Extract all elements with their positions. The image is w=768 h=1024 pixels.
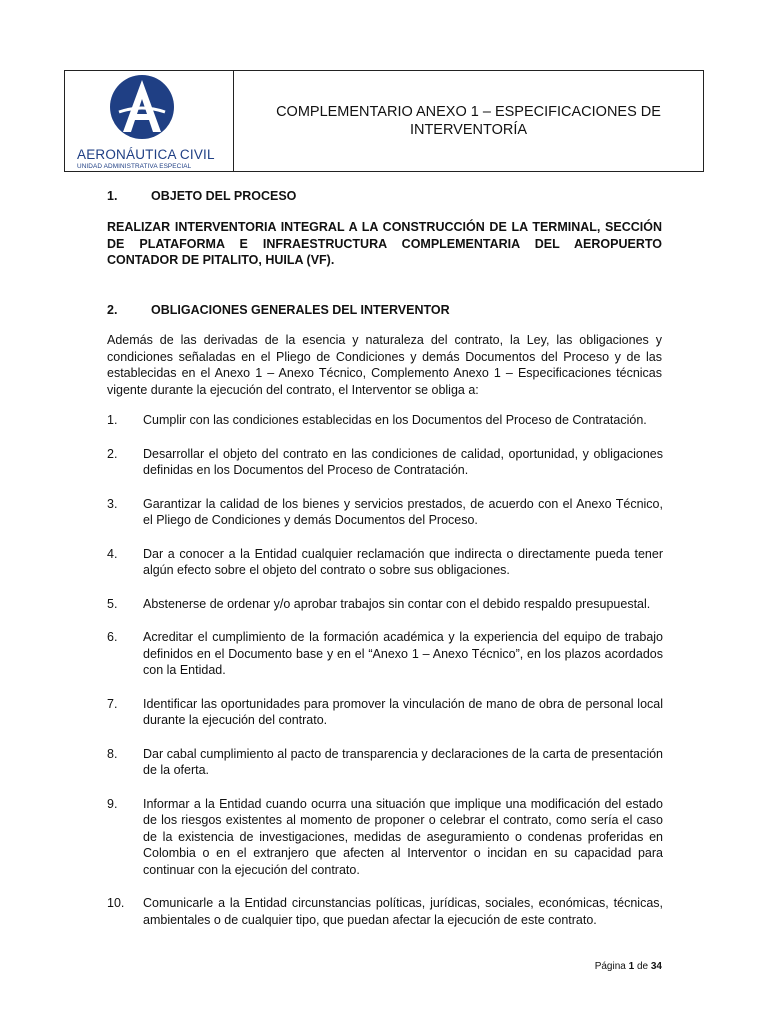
list-item (107, 596, 663, 613)
section-1-body: REALIZAR INTERVENTORIA INTEGRAL A LA CONSTRUCCIÓN DE LA TERMINAL, SECCIÓN DE PLATAFORMA E INFRAESTRUCTURA COMPLEMENTARIA DEL AEROPUERTO CONTADOR DE PITALITO, HUILA (VF). (107, 220, 662, 267)
obligations-list (107, 412, 663, 945)
list-item (107, 696, 663, 729)
list-item-number: 7. (107, 696, 118, 711)
section-2 (107, 303, 662, 398)
list-item (107, 546, 663, 579)
section-1-number: 1. (107, 189, 118, 203)
list-item-text: Comunicarle a la Entidad circunstancias políticas, jurídicas, sociales, económicas, técnicas, ambientales o de cualquier tipo, que puedan afectar la ejecución de este contrato. (143, 896, 663, 927)
page-number-footer (595, 961, 662, 972)
list-item-number: 2. (107, 446, 118, 461)
list-item-number: 5. (107, 596, 118, 611)
title-line-1: COMPLEMENTARIO ANEXO 1 – ESPECIFICACIONES DE (276, 104, 661, 120)
list-item-text: Abstenerse de ordenar y/o aprobar trabajos sin contar con el debido respaldo presupuestal. (143, 596, 651, 611)
list-item-number: 1. (107, 413, 118, 427)
list-item (107, 746, 663, 779)
page-total: 34 (650, 961, 662, 972)
list-item-text: Identificar las oportunidades para promover la vinculación de mano de obra de personal local durante la ejecución del contrato. (143, 696, 663, 727)
logo-org-name: AERONÁUTICA CIVIL (77, 147, 215, 162)
section-1 (107, 189, 662, 269)
list-item-text: Dar cabal cumplimiento al pacto de transparencia y declaraciones de la carta de presentación de la oferta. (143, 746, 663, 777)
page-label: Página (594, 961, 626, 972)
list-item-text: Cumplir con las condiciones establecidas en los Documentos del Proceso de Contratación. (143, 413, 647, 427)
list-item (107, 412, 663, 429)
list-item-number: 10. (107, 896, 125, 910)
list-item-number: 4. (107, 546, 118, 561)
section-1-heading (107, 189, 662, 203)
logo-org-subtitle: UNIDAD ADMINISTRATIVA ESPECIAL (77, 163, 192, 170)
section-1-title: OBJETO DEL PROCESO (151, 189, 297, 203)
list-item (107, 496, 663, 529)
document-title (234, 71, 703, 171)
list-item-number: 8. (107, 746, 118, 761)
list-item-number: 6. (107, 630, 118, 644)
logo-cell (65, 71, 234, 171)
list-item-text: Informar a la Entidad cuando ocurra una situación que implique una modificación del estado de los riesgos existentes al momento de proponer o celebrar el contrato, como sería el caso de la existencia de investigaciones, medidas de aseguramiento o condenas proferidas en Colombia o en el extranjero que afecten al Interventor o incidan en su capacidad para continuar con la ejecución del contrato. (143, 796, 663, 877)
list-item-text: Garantizar la calidad de los bienes y servicios prestados, de acuerdo con el Anexo Técnico, el Pliego de Condiciones y demás Documentos del Proceso. (143, 496, 663, 527)
list-item-text: Dar a conocer a la Entidad cualquier reclamación que indirecta o directamente pueda tener algún efecto sobre el objeto del contrato o sobre sus obligaciones. (143, 546, 663, 577)
list-item (107, 895, 663, 928)
list-item-number: 9. (107, 796, 118, 811)
list-item (107, 629, 663, 679)
page-separator: de (636, 961, 649, 972)
list-item-number: 3. (107, 496, 118, 511)
list-item-text: Acreditar el cumplimiento de la formación académica y la experiencia del equipo de trabajo definidos en el Documento base y en el “Anexo 1 – Anexo Técnico”, en los plazos acordados con la Entidad. (143, 630, 663, 677)
list-item-text: Desarrollar el objeto del contrato en las condiciones de calidad, oportunidad, y obligaciones definidas en los Documentos del Proceso de Contratación. (143, 446, 663, 477)
header-table (64, 70, 704, 172)
page-current: 1 (628, 961, 635, 972)
aeronautica-logo-icon (109, 74, 175, 140)
section-2-title: OBLIGACIONES GENERALES DEL INTERVENTOR (151, 303, 450, 317)
section-2-number: 2. (107, 303, 118, 317)
list-item (107, 446, 663, 479)
section-2-heading (107, 303, 662, 317)
section-2-intro: Además de las derivadas de la esencia y naturaleza del contrato, la Ley, las obligaciones y condiciones señaladas en el Pliego de Condiciones y demás Documentos del Proceso y de las establecidas en el Anexo 1 – Anexo Técnico, Complemento Anexo 1 – Especificaciones técnicas vigente durante la ejecución del contrato, el Interventor se obliga a: (107, 333, 662, 397)
title-line-2: INTERVENTORÍA (409, 122, 528, 138)
list-item (107, 796, 663, 879)
